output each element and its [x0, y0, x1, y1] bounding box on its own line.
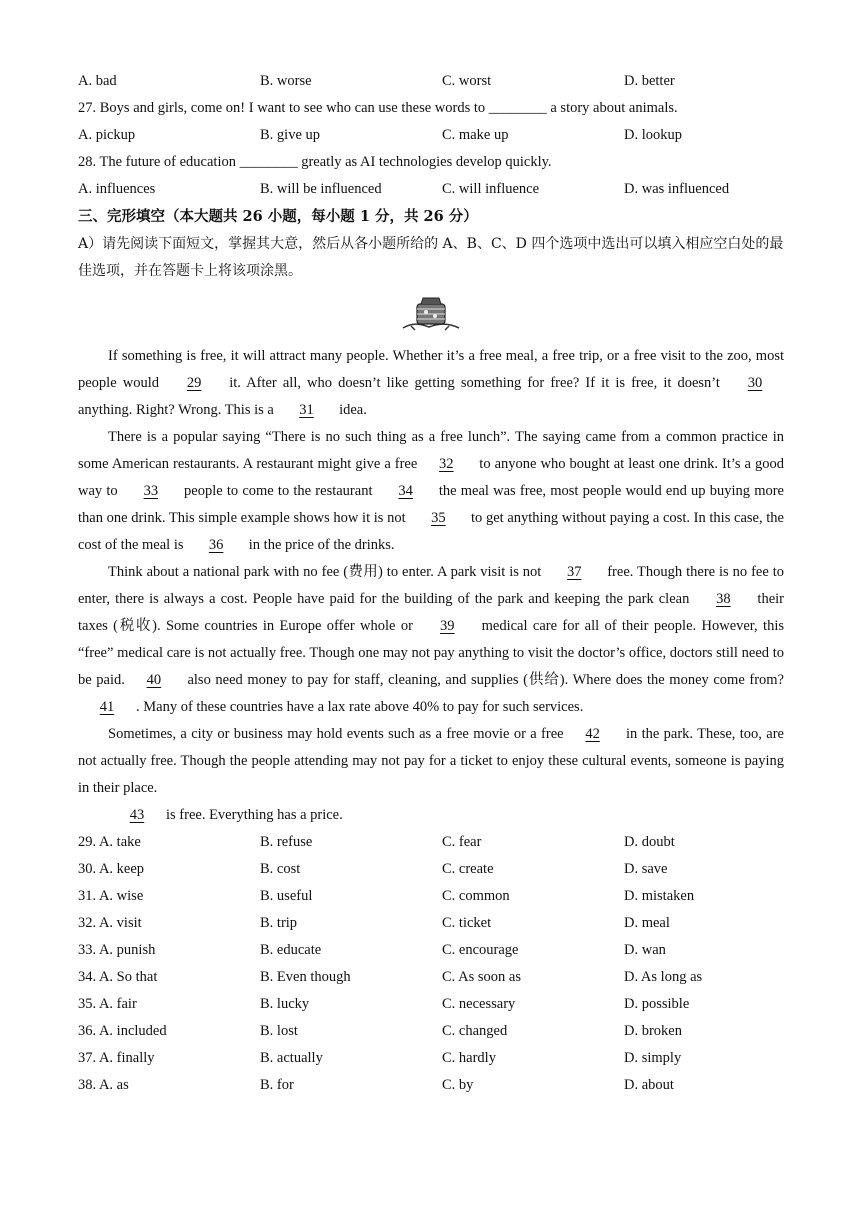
option-b: B. actually	[260, 1050, 323, 1066]
option-a: A. influences	[78, 181, 156, 197]
option-a: 37. A. finally	[78, 1050, 155, 1066]
blank-39: 39	[440, 618, 455, 634]
options-31	[78, 883, 784, 910]
passage-paragraph-1	[78, 343, 784, 424]
q28-options	[78, 176, 784, 203]
option-b: B. lost	[260, 1023, 298, 1039]
option-d: D. possible	[624, 996, 690, 1012]
option-a: 35. A. fair	[78, 996, 137, 1012]
blank-30: 30	[747, 375, 763, 391]
q27-options	[78, 122, 784, 149]
q28-stem: 28. The future of education ________ greatly as AI technologies develop quickly.	[78, 154, 552, 170]
passage-text: . Many of these countries have a lax rate above 40% to pay for such services.	[136, 699, 584, 715]
option-b: B. refuse	[260, 834, 313, 850]
passage-text: to get anything without paying a cost. In this case, the cost of the meal is	[78, 510, 784, 553]
passage-text: idea.	[335, 402, 367, 418]
blank-32: 32	[439, 456, 454, 472]
section-title: 三、完形填空（本大题共 26 小题，每小题 1 分，共 26 分）	[78, 208, 478, 225]
option-c: C. encourage	[442, 942, 519, 958]
options-37	[78, 1045, 784, 1072]
ornament-icon	[399, 294, 463, 334]
options-36	[78, 1018, 784, 1045]
passage-text: in the price of the drinks.	[245, 537, 395, 553]
options-29	[78, 829, 784, 856]
option-a: 38. A. as	[78, 1077, 129, 1093]
option-a: 36. A. included	[78, 1023, 167, 1039]
passage-text: in the park. These, too, are not actually free. Though the people attending may not pay for a ticket to enjoy these cultural events, someone is paying in their place.	[78, 726, 784, 796]
options-34	[78, 964, 784, 991]
passage-text: people to come to the restaurant	[179, 483, 377, 499]
option-a: A. pickup	[78, 127, 136, 143]
section-instruction: A）请先阅读下面短文，掌握其大意，然后从各小题所给的 A、B、C、D 四个选项中选出可以填入相应空白处的最佳选项，并在答题卡上将该项涂黑。	[78, 236, 784, 279]
passage-text: free. Though there is no fee to enter, there is always a cost. People have paid for the building of the park and keeping the park clean	[78, 564, 784, 607]
option-a: A. bad	[78, 73, 117, 89]
option-b: B. Even though	[260, 969, 351, 985]
option-c: C. As soon as	[442, 969, 521, 985]
options-32	[78, 910, 784, 937]
option-b: B. worse	[260, 73, 312, 89]
q26-options	[78, 68, 784, 95]
passage-text: is free. Everything has a price.	[166, 807, 343, 823]
exam-page	[78, 68, 784, 1099]
option-b: B. give up	[260, 127, 321, 143]
blank-37: 37	[567, 564, 582, 580]
option-b: B. trip	[260, 915, 298, 931]
option-c: C. ticket	[442, 915, 492, 931]
passage-paragraph-3	[78, 559, 784, 721]
option-c: C. necessary	[442, 996, 516, 1012]
option-b: B. educate	[260, 942, 322, 958]
option-a: 34. A. So that	[78, 969, 158, 985]
option-d: D. was influenced	[624, 181, 730, 197]
option-d: D. mistaken	[624, 888, 695, 904]
option-a: 33. A. punish	[78, 942, 156, 958]
blank-40: 40	[146, 672, 162, 688]
option-c: C. fear	[442, 834, 482, 850]
option-b: B. for	[260, 1077, 294, 1093]
passage-paragraph-4	[78, 721, 784, 802]
passage-text: to anyone who bought at least one drink. It’s a good way to	[78, 456, 784, 499]
option-a: 31. A. wise	[78, 888, 144, 904]
blank-43: 43	[129, 807, 145, 823]
passage-text: Sometimes, a city or business may hold events such as a free movie or a free	[108, 726, 564, 742]
option-d: D. meal	[624, 915, 670, 931]
passage-text: There is a popular saying “There is no such thing as a free lunch”. The saying came from a common practice in some American restaurants. A restaurant might give a free	[78, 429, 784, 472]
option-d: D. wan	[624, 942, 666, 958]
option-d: D. better	[624, 73, 675, 89]
options-30	[78, 856, 784, 883]
passage-text: it. After all, who doesn’t like getting something for free? If it is free, it doesn’t	[223, 375, 726, 391]
passage-text: their taxes (税收). Some countries in Europe offer whole or	[78, 591, 784, 634]
blank-35: 35	[431, 510, 446, 526]
passage-text: anything. Right? Wrong. This is a	[78, 402, 278, 418]
blank-41: 41	[99, 699, 115, 715]
option-c: C. create	[442, 861, 494, 877]
option-d: D. broken	[624, 1023, 682, 1039]
blank-34: 34	[398, 483, 413, 499]
option-c: C. make up	[442, 127, 509, 143]
passage-paragraph-5	[78, 802, 784, 829]
option-c: C. by	[442, 1077, 474, 1093]
blank-38: 38	[716, 591, 731, 607]
passage-text: If something is free, it will attract many people. Whether it’s a free meal, a free trip, or a free visit to the zoo, most people would	[78, 348, 784, 391]
option-c: C. worst	[442, 73, 492, 89]
option-b: B. cost	[260, 861, 301, 877]
option-d: D. As long as	[624, 969, 703, 985]
blank-42: 42	[585, 726, 600, 742]
option-d: D. save	[624, 861, 668, 877]
option-d: D. doubt	[624, 834, 675, 850]
options-33	[78, 937, 784, 964]
passage-text: the meal was free, most people would end up buying more than one drink. This simple example shows how it is not	[78, 483, 784, 526]
blank-29: 29	[186, 375, 202, 391]
passage-text: medical care for all of their people. However, this “free” medical care is not actually free. Though one may not pay anything to visit the doctor’s office, doctors still need to be paid.	[78, 618, 784, 688]
options-35	[78, 991, 784, 1018]
passage-text: Think about a national park with no fee (费用) to enter. A park visit is not	[108, 564, 546, 580]
option-c: C. hardly	[442, 1050, 496, 1066]
option-a: 30. A. keep	[78, 861, 145, 877]
option-c: C. changed	[442, 1023, 508, 1039]
options-38	[78, 1072, 784, 1099]
option-b: B. will be influenced	[260, 181, 382, 197]
passage-text: also need money to pay for staff, cleaning, and supplies (供给). Where does the money come from?	[182, 672, 784, 688]
blank-33: 33	[143, 483, 159, 499]
option-d: D. simply	[624, 1050, 682, 1066]
option-d: D. lookup	[624, 127, 682, 143]
option-b: B. lucky	[260, 996, 310, 1012]
decorative-image	[78, 285, 784, 343]
option-b: B. useful	[260, 888, 313, 904]
blank-31: 31	[299, 402, 314, 418]
answer-options	[78, 829, 784, 1099]
option-a: 29. A. take	[78, 834, 141, 850]
q27-stem: 27. Boys and girls, come on! I want to see who can use these words to ________ a story about animals.	[78, 100, 678, 116]
option-c: C. will influence	[442, 181, 540, 197]
blank-36: 36	[208, 537, 224, 553]
option-a: 32. A. visit	[78, 915, 142, 931]
option-c: C. common	[442, 888, 510, 904]
option-d: D. about	[624, 1077, 674, 1093]
passage-paragraph-2	[78, 424, 784, 559]
